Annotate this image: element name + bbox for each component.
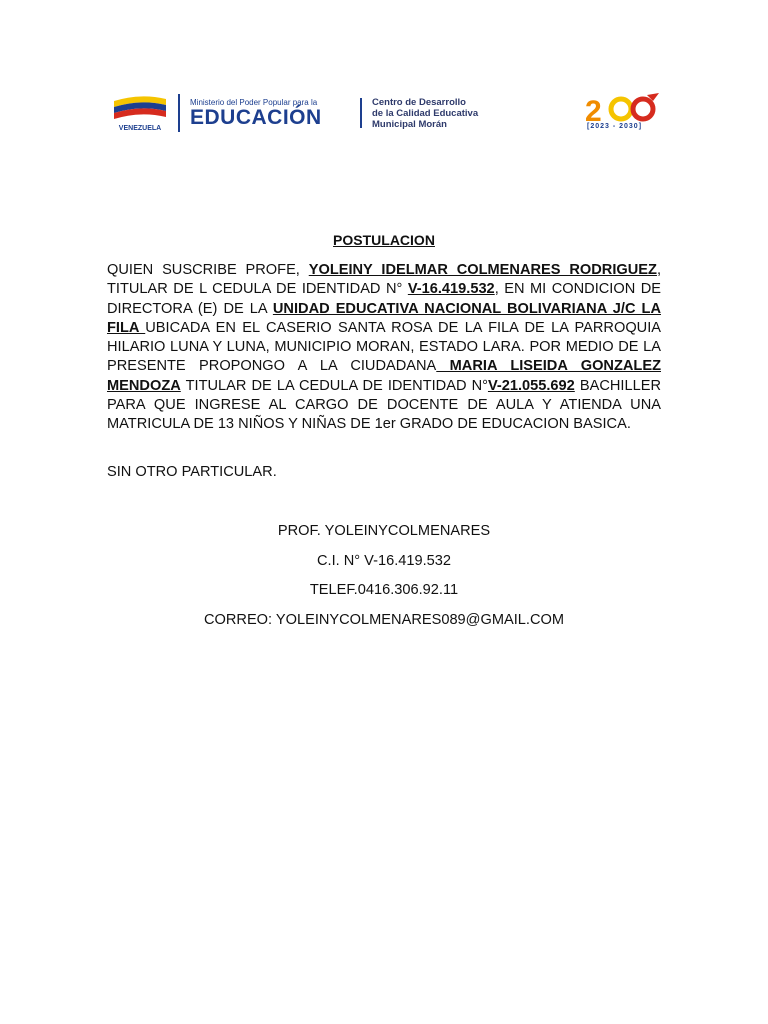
venezuela-seal-logo	[108, 91, 170, 135]
signature-email: CORREO: YOLEINYCOLMENARES089@GMAIL.COM	[203, 612, 565, 628]
text-segment: TITULAR DE LA CEDULA DE IDENTIDAD N°	[180, 377, 488, 394]
ministry-logo	[190, 98, 350, 129]
body-paragraph	[107, 261, 661, 435]
text-segment: , TITULAR DE L CEDULA DE IDENTIDAD N°	[107, 262, 661, 298]
anniversary-200-icon	[583, 91, 663, 125]
candidate-id: V-21.055.692	[487, 377, 575, 394]
text-segment: , EN MI CONDICION DE DIRECTORA (E) DE LA	[107, 281, 661, 317]
closing-line: SIN OTRO PARTICULAR.	[107, 464, 277, 480]
centro-line-3: Municipal Morán	[372, 118, 447, 130]
flag-icon	[112, 91, 168, 123]
text-segment: UBICADA EN EL CASERIO SANTA ROSA DE LA FILA DE LA PARROQUIA HILARIO LUNA Y LUNA, MUNICIPIO MORAN, ESTADO LARA. POR MEDIO DE LA PRESENTE PROPONGO A LA CIUDADANA	[107, 319, 661, 375]
director-name: YOLEINY IDELMAR COLMENARES RODRIGUEZ	[308, 262, 657, 278]
document-body	[107, 261, 661, 435]
text-segment: BACHILLER PARA QUE INGRESE AL CARGO DE DOCENTE DE AULA Y ATIENDA UNA MATRICULA DE 13 NIÑOS Y NIÑAS DE 1er GRADO DE EDUCACION BASICA.	[107, 377, 661, 433]
signature-name: PROF. YOLEINYCOLMENARES	[277, 523, 491, 539]
centro-line-1: Centro de Desarrollo	[372, 96, 466, 108]
ministry-subtitle: Ministerio del Poder Popular para la	[190, 97, 318, 107]
ministry-title: EDUCACIÓN	[190, 105, 322, 129]
candidate-name: MARIA LISEIDA GONZALEZ MENDOZA	[107, 358, 661, 394]
director-id: V-16.419.532	[407, 281, 495, 298]
logo-years: [2023 - 2030]	[587, 123, 643, 130]
centro-line-2: de la Calidad Educativa	[372, 107, 479, 119]
svg-text:2: 2	[585, 95, 602, 125]
signature-phone: TELEF.0416.306.92.11	[309, 582, 459, 598]
anniversary-200-logo	[583, 91, 663, 135]
divider	[178, 94, 180, 132]
text-segment: QUIEN SUSCRIBE PROFE,	[107, 262, 309, 278]
signature-ci: C.I. N° V-16.419.532	[316, 553, 451, 569]
centro-desarrollo-label	[372, 97, 572, 130]
document-title: POSTULACION	[333, 232, 435, 248]
divider	[360, 98, 362, 128]
seal-text: VENEZUELA	[118, 125, 162, 132]
letterhead	[108, 90, 663, 136]
school-name: UNIDAD EDUCATIVA NACIONAL BOLIVARIANA J/C LA FILA	[107, 300, 661, 336]
